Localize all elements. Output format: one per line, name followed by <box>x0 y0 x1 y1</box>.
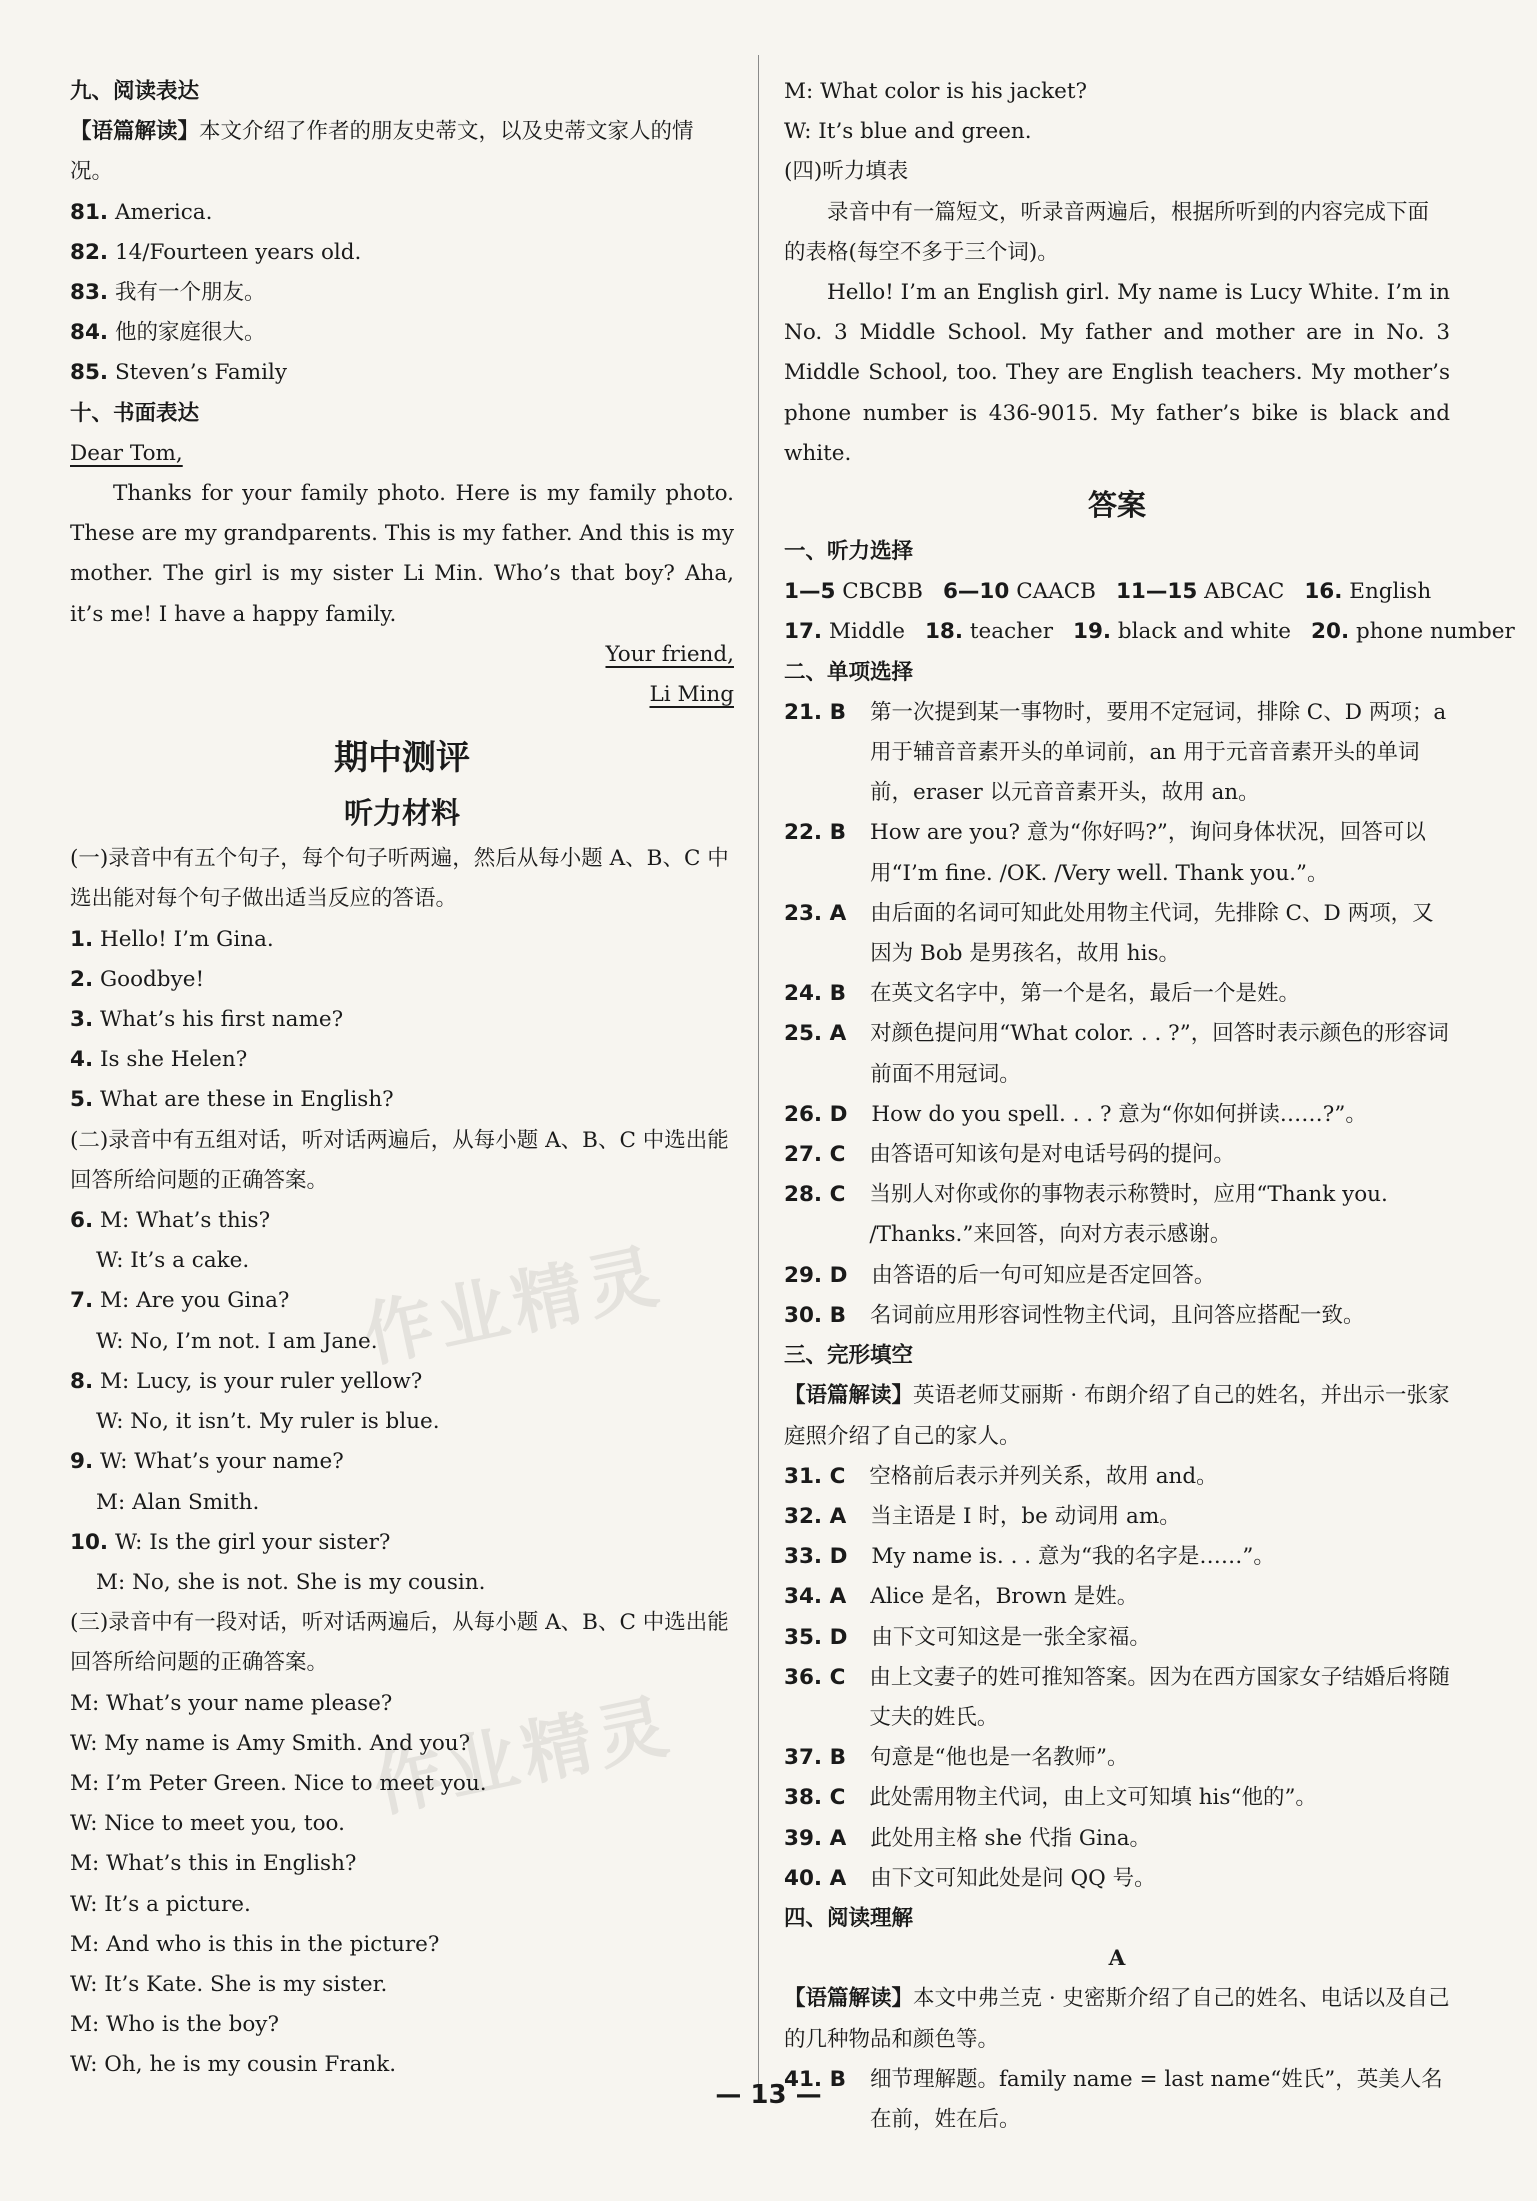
item-text: Alice 是名，Brown 是姓。 <box>870 1584 1139 1610</box>
dialogue-item <box>70 1523 734 1563</box>
section-title: 四、阅读理解 <box>784 1905 914 1931</box>
section-title: 三、完形填空 <box>784 1343 914 1369</box>
answer-row <box>784 572 1450 612</box>
item-text: My name is. . . 意为“我的名字是……”。 <box>871 1544 1275 1570</box>
item-number: 9. <box>70 1449 94 1475</box>
item-text: Is she Helen? <box>99 1047 248 1073</box>
item-text: 由答语的后一句可知应是否定回答。 <box>871 1262 1216 1288</box>
answer-group <box>1073 619 1291 644</box>
part3-dialogue <box>70 1684 734 2086</box>
listening-title: 听力材料 <box>343 796 460 831</box>
answer-item <box>70 273 734 313</box>
answer-title: 答案 <box>1087 488 1146 523</box>
section-title: 九、阅读表达 <box>70 79 200 104</box>
item-text: How do you spell. . . ? 意为“你如何拼读……?”。 <box>871 1101 1367 1127</box>
item-text: Goodbye! <box>99 966 205 992</box>
answer-explanation <box>784 1577 1450 1617</box>
item-text: CAACB <box>1016 579 1096 605</box>
item-number: 35. D <box>784 1624 848 1650</box>
item-text: 细节理解题。family name = last name“姓氏”，英美人名在前，姓在后。 <box>869 2066 1443 2132</box>
item-text: CBCBB <box>842 579 923 605</box>
answer-explanation <box>784 693 1450 814</box>
answer-group <box>1304 579 1431 604</box>
dialogue-line: W: It’s a cake. <box>96 1248 250 1274</box>
dialogue-line: M: I’m Peter Green. Nice to meet you. <box>70 1770 487 1796</box>
answer-explanation <box>784 1175 1450 1255</box>
answer-item <box>70 193 734 233</box>
item-text: Hello! I’m Gina. <box>99 926 274 952</box>
item-text: 此处用主格 she 代指 Gina。 <box>870 1825 1152 1851</box>
answer-explanation <box>784 1537 1450 1577</box>
item-text: 他的家庭很大。 <box>114 320 266 346</box>
item-number: 39. A <box>784 1825 847 1851</box>
section-title: 一、听力选择 <box>784 539 914 565</box>
listening-item <box>70 1000 734 1040</box>
item-number: 83. <box>70 280 109 306</box>
answer-explanation <box>784 894 1450 974</box>
answer-explanation <box>784 1256 1450 1296</box>
item-text: 当别人对你或你的事物表示称赞时，应用“Thank you. /Thanks.”来回答，向对方表示感谢。 <box>869 1182 1388 1248</box>
item-number: 41. B <box>784 2066 846 2092</box>
left-column <box>70 72 734 2086</box>
item-text: What’s his first name? <box>99 1007 344 1033</box>
answer-explanation <box>784 1778 1450 1818</box>
item-number: 19. <box>1072 619 1112 645</box>
item-number: 6—10 <box>942 579 1010 605</box>
part4-instruction: 录音中有一篇短文，听录音两遍后，根据所听到的内容完成下面的表格(每空不多于三个词)。 <box>784 199 1430 265</box>
dialogue-continued <box>784 72 1450 152</box>
item-number: 3. <box>70 1007 94 1033</box>
dialogue-item <box>70 1442 734 1482</box>
item-number: 37. B <box>784 1745 846 1771</box>
item-text: What are these in English? <box>99 1087 394 1113</box>
item-number: 1. <box>70 926 94 952</box>
item-text: black and white <box>1117 619 1292 645</box>
answer-group <box>1116 579 1284 604</box>
item-text: 由下文可知此处是问 QQ 号。 <box>870 1865 1156 1891</box>
section-title: 二、单项选择 <box>784 659 914 685</box>
dialogue-line: W: Is the girl your sister? <box>114 1529 391 1555</box>
item-text: ABCAC <box>1204 579 1285 605</box>
passage-note: 【语篇解读】本文中弗兰克 · 史密斯介绍了自己的姓名、电话以及自己的几种物品和颜色等。 <box>784 1986 1450 2052</box>
answer-group <box>784 619 905 644</box>
item-number: 27. C <box>784 1142 846 1168</box>
watermark: 作业精灵 <box>355 1234 671 1378</box>
answer-list <box>784 693 1450 1336</box>
item-text: 由后面的名词可知此处用物主代词，先排除 C、D 两项，又因为 Bob 是男孩名，故用 his。 <box>870 900 1434 967</box>
part2-instruction: (二)录音中有五组对话，听对话两遍后，从每小题 A、B、C 中选出能回答所给问题的正确答案。 <box>70 1127 729 1193</box>
listening-item <box>70 1080 734 1120</box>
column-divider <box>758 55 759 2085</box>
item-number: 24. B <box>784 981 846 1007</box>
part2-list <box>70 1201 734 1603</box>
item-number: 4. <box>70 1047 94 1073</box>
item-number: 10. <box>70 1529 109 1555</box>
item-number: 18. <box>924 619 964 645</box>
dialogue-line: M: Lucy, is your ruler yellow? <box>99 1368 423 1394</box>
exam-title: 期中测评 <box>334 738 470 779</box>
part4-title: (四)听力填表 <box>784 159 909 185</box>
item-text: 在英文名字中，第一个是名，最后一个是姓。 <box>869 981 1300 1007</box>
listening-item <box>70 1040 734 1080</box>
dialogue-line: W: What’s your name? <box>99 1449 344 1475</box>
answer-explanation <box>784 1095 1450 1135</box>
answer-explanation <box>784 1135 1450 1175</box>
item-number: 6. <box>70 1208 94 1234</box>
dialogue-line: M: Who is the boy? <box>70 2012 279 2038</box>
item-number: 8. <box>70 1368 94 1394</box>
dialogue-line: M: No, she is not. She is my cousin. <box>96 1569 486 1595</box>
item-number: 38. C <box>784 1785 846 1811</box>
answer-explanation <box>784 1658 1450 1738</box>
answer-group <box>784 579 923 604</box>
right-column <box>784 72 1515 2140</box>
item-number: 23. A <box>784 900 847 926</box>
answer-list <box>70 193 734 394</box>
part1-instruction: (一)录音中有五个句子，每个句子听两遍，然后从每小题 A、B、C 中选出能对每个句子做出适当反应的答语。 <box>70 846 729 912</box>
dialogue-line: W: No, it isn’t. My ruler is blue. <box>96 1409 440 1435</box>
watermark: 作业精灵 <box>365 1684 681 1828</box>
page-number: — 13 — <box>715 2080 822 2110</box>
item-number: 1—5 <box>784 579 836 605</box>
item-number: 34. A <box>784 1584 847 1610</box>
item-number: 40. A <box>784 1865 847 1891</box>
answer-explanation <box>784 1738 1450 1778</box>
answer-list <box>784 1457 1450 1899</box>
item-text: Middle <box>828 619 905 645</box>
answer-explanation <box>784 1014 1450 1094</box>
section-title: 十、书面表达 <box>70 400 200 426</box>
item-number: 33. D <box>784 1544 848 1570</box>
dialogue-item <box>70 1362 734 1402</box>
item-number: 7. <box>70 1288 94 1314</box>
item-number: 20. <box>1311 619 1350 645</box>
item-text: 名词前应用形容词性物主代词，且问答应搭配一致。 <box>869 1302 1365 1328</box>
dialogue-line: M: What’s this? <box>99 1208 271 1234</box>
subsection-label: A <box>1108 1946 1126 1972</box>
item-number: 2. <box>70 966 94 992</box>
letter-closing: Your friend, <box>605 641 734 667</box>
item-text: 此处需用物主代词，由上文可知填 his“他的”。 <box>869 1785 1317 1811</box>
item-number: 11—15 <box>1115 579 1198 605</box>
item-number: 29. D <box>784 1262 848 1288</box>
letter-greeting: Dear Tom, <box>70 440 183 466</box>
part3-instruction: (三)录音中有一段对话，听对话两遍后，从每小题 A、B、C 中选出能回答所给问题的正确答案。 <box>70 1610 729 1676</box>
dialogue-line: W: It’s a picture. <box>70 1891 251 1917</box>
item-text: 由下文可知这是一张全家福。 <box>871 1624 1151 1650</box>
item-number: 84. <box>70 320 109 346</box>
item-text: 空格前后表示并列关系，故用 and。 <box>869 1463 1218 1489</box>
dialogue-line: W: It’s Kate. She is my sister. <box>70 1971 388 1997</box>
dialogue-line: W: It’s blue and green. <box>784 119 1032 145</box>
item-text: English <box>1349 579 1432 605</box>
listening-item <box>70 920 734 960</box>
item-text: 第一次提到某一事物时，要用不定冠词，排除 C、D 两项；a 用于辅音音素开头的单词前，an 用于元音音素开头的单词前，eraser 以元音音素开头，故用 an。 <box>869 699 1447 806</box>
item-number: 32. A <box>784 1503 847 1529</box>
dialogue-line: M: And who is this in the picture? <box>70 1931 440 1957</box>
letter-signature: Li Ming <box>649 682 734 708</box>
item-text: How are you? 意为“你好吗?”，询问身体状况，回答可以用“I’m fine. /OK. /Very well. Thank you.”。 <box>869 820 1426 886</box>
item-number: 30. B <box>784 1302 846 1328</box>
item-number: 28. C <box>784 1182 846 1208</box>
item-text: 14/Fourteen years old. <box>114 239 362 265</box>
dialogue-line: W: No, I’m not. I am Jane. <box>96 1328 378 1354</box>
dialogue-item <box>70 1281 734 1321</box>
listening-item <box>70 960 734 1000</box>
part4-text: Hello! I’m an English girl. My name is Lucy White. I’m in No. 3 Middle School. My father and mother are in No. 3 Middle School, too. They are English teachers. My mother’s phone number is 436-9015. My father’s bike is black and white. <box>784 280 1450 466</box>
item-text: teacher <box>969 619 1053 645</box>
item-text: Steven’s Family <box>114 360 288 386</box>
item-text: 由上文妻子的姓可推知答案。因为在西方国家女子结婚后将随丈夫的姓氏。 <box>869 1664 1450 1730</box>
dialogue-line: W: Nice to meet you, too. <box>70 1811 345 1837</box>
dialogue-line: W: My name is Amy Smith. And you? <box>70 1730 471 1756</box>
item-text: 由答语可知该句是对电话号码的提问。 <box>869 1142 1235 1168</box>
item-text: America. <box>114 199 213 225</box>
dialogue-line: W: Oh, he is my cousin Frank. <box>70 2052 397 2078</box>
answer-explanation <box>784 1618 1450 1658</box>
answer-explanation <box>784 813 1450 893</box>
item-number: 21. B <box>784 699 846 725</box>
item-text: 当主语是 I 时，be 动词用 am。 <box>870 1503 1181 1529</box>
item-text: 对颜色提问用“What color. . . ?”，回答时表示颜色的形容词前面不用冠词。 <box>870 1021 1449 1087</box>
item-number: 5. <box>70 1087 94 1113</box>
answer-explanation <box>784 1457 1450 1497</box>
item-number: 22. B <box>784 820 846 846</box>
item-text: 句意是“他也是一名教师”。 <box>869 1745 1129 1771</box>
item-number: 25. A <box>784 1021 847 1047</box>
passage-note: 【语篇解读】本文介绍了作者的朋友史蒂文，以及史蒂文家人的情况。 <box>70 119 694 185</box>
passage-note: 【语篇解读】英语老师艾丽斯 · 布朗介绍了自己的姓名，并出示一张家庭照介绍了自己的家人。 <box>784 1383 1450 1449</box>
item-number: 31. C <box>784 1463 846 1489</box>
dialogue-line: M: Alan Smith. <box>96 1489 260 1515</box>
item-text: 我有一个朋友。 <box>114 280 266 306</box>
item-number: 17. <box>784 619 823 645</box>
answer-group <box>1311 619 1515 644</box>
answer-explanation <box>784 1819 1450 1859</box>
item-number: 26. D <box>784 1101 848 1127</box>
item-number: 36. C <box>784 1664 846 1690</box>
letter-body: Thanks for your family photo. Here is my family photo. These are my grandparents. This is my father. And this is my mother. The girl is my sister Li Min. Who’s that boy? Aha, it’s me! I have a happy family. <box>70 481 734 627</box>
dialogue-item <box>70 1201 734 1241</box>
answer-group <box>943 579 1096 604</box>
answer-item <box>70 233 734 273</box>
dialogue-line: M: What’s this in English? <box>70 1851 357 1877</box>
answer-explanation <box>784 1296 1450 1336</box>
item-number: 81. <box>70 199 109 225</box>
answer-explanation <box>784 1497 1450 1537</box>
item-number: 85. <box>70 360 109 386</box>
answer-item <box>70 313 734 353</box>
answer-explanation <box>784 1859 1450 1899</box>
answer-row <box>784 612 1515 652</box>
dialogue-line: M: What color is his jacket? <box>784 79 1088 104</box>
dialogue-line: M: Are you Gina? <box>99 1288 290 1314</box>
dialogue-line: M: What’s your name please? <box>70 1690 393 1716</box>
item-text: phone number <box>1355 619 1515 645</box>
answer-group <box>925 619 1053 644</box>
answer-explanation <box>784 974 1450 1014</box>
part1-list <box>70 920 734 1121</box>
item-number: 16. <box>1304 579 1343 605</box>
answer-item <box>70 353 734 393</box>
item-number: 82. <box>70 239 109 265</box>
